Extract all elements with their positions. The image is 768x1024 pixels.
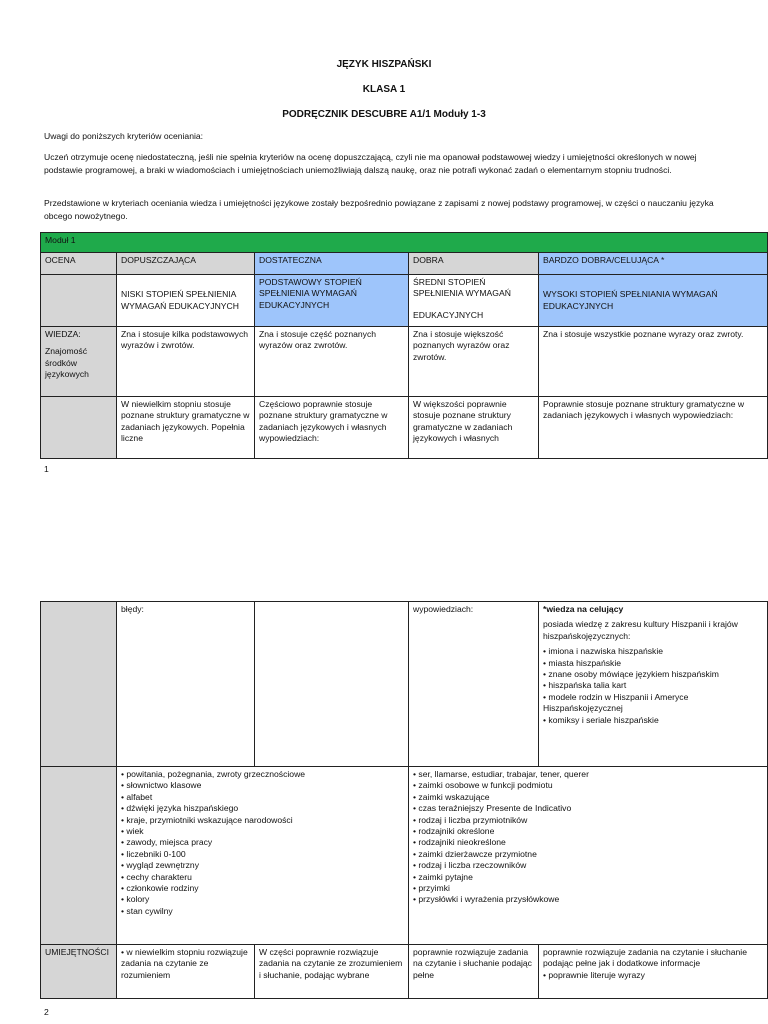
knowledge-label-cell: [41, 327, 117, 397]
module-header: Moduł 1: [41, 233, 768, 253]
list-item: • kraje, przymiotniki wskazujące narodowości: [121, 815, 408, 826]
list-item: • w niewielkim stopniu rozwiązuje zadania na czytanie ze rozumieniem: [121, 947, 250, 981]
grammar-topics-list: [413, 780, 763, 905]
level-label-cell: [41, 275, 117, 327]
skills-dostateczna: W części poprawnie rozwiązuje zadania na czytanie ze zrozumieniem i słuchanie, podając wybrane: [255, 945, 409, 999]
grammar-dopuszczajaca: W niewielkim stopniu stosuje poznane struktury gramatyczne w zadaniach językowych. Popełnia liczne: [117, 397, 255, 459]
list-item: • alfabet: [121, 792, 408, 803]
verbs-list: [413, 769, 763, 780]
list-item: • wygląd zewnętrzny: [121, 860, 408, 871]
vocabulary-cell: [117, 767, 409, 945]
grade-dopuszczajaca-header: DOPUSZCZAJĄCA: [117, 253, 255, 275]
list-item: • powitania, pożegnania, zwroty grzecznościowe: [121, 769, 408, 780]
list-item: • hiszpańska talia kart: [543, 680, 763, 691]
skills-dopuszczajaca: [117, 945, 255, 999]
list-item: • słownictwo klasowe: [121, 780, 408, 791]
level-medium-line2: EDUKACYJNYCH: [413, 309, 484, 320]
skills-dobra: poprawnie rozwiązuje zadania na czytanie i słuchanie podając pełne: [409, 945, 539, 999]
skills-bardzo-dobra: [539, 945, 768, 999]
knowledge-sublabel: Znajomość środków językowych: [45, 346, 89, 380]
list-item: • zaimki osobowe w funkcji podmiotu: [413, 780, 763, 791]
list-item: • rodzaj i liczba rzeczowników: [413, 860, 763, 871]
list-item: • zawody, miejsca pracy: [121, 837, 408, 848]
intro-remarks: Uwagi do poniższych kryteriów oceniania:: [44, 131, 204, 141]
skills-bardzo-dobra-list: [543, 970, 763, 981]
intro-paragraph-curriculum: Przedstawione w kryteriach oceniania wiedza i umiejętności językowe zostały bezpośrednio powiązane z zapisami z nowej podstawy programowej, w części o nauczaniu języka obcego nowożytnego.: [44, 198, 714, 221]
level-medium: [409, 275, 539, 327]
level-low: NISKI STOPIEŃ SPEŁNIENIA WYMAGAŃ EDUKACYJNYCH: [117, 275, 255, 327]
list-item: • rodzajniki określone: [413, 826, 763, 837]
grade-dobra-header: DOBRA: [409, 253, 539, 275]
list-item: • wiek: [121, 826, 408, 837]
list-item: • cechy charakteru: [121, 872, 408, 883]
list-item: • zaimki pytajne: [413, 872, 763, 883]
page-number-1: 1: [44, 464, 49, 474]
grammar-label-cell: [41, 397, 117, 459]
list-item: • członkowie rodziny: [121, 883, 408, 894]
knowledge-label: WIEDZA:: [45, 329, 81, 339]
list-item: • rodzajniki nieokreślone: [413, 837, 763, 848]
list-item: • imiona i nazwiska hiszpańskie: [543, 646, 763, 657]
document-title: JĘZYK HISZPAŃSKI: [336, 59, 432, 70]
grade-dostateczna-header: DOSTATECZNA: [255, 253, 409, 275]
list-item: • poprawnie literuje wyrazy: [543, 970, 763, 981]
list-item: • komiksy i seriale hiszpańskie: [543, 715, 763, 726]
skills-label: UMIEJĘTNOŚCI: [41, 945, 117, 999]
textbook-title: PODRĘCZNIK DESCUBRE A1/1 Moduły 1-3: [282, 109, 486, 120]
continuation-label-cell: [41, 602, 117, 767]
grading-table-page-1: [40, 232, 768, 459]
list-item: • stan cywilny: [121, 906, 408, 917]
grade-bardzo-dobra-header: BARDZO DOBRA/CELUJĄCA *: [539, 253, 768, 275]
level-high: WYSOKI STOPIEŃ SPEŁNIANIA WYMAGAŃ EDUKACYJNYCH: [539, 275, 768, 327]
grade-header: OCENA: [41, 253, 117, 275]
list-item: • miasta hiszpańskie: [543, 658, 763, 669]
class-title: KLASA 1: [362, 84, 406, 95]
list-item: • zaimki wskazujące: [413, 792, 763, 803]
list-item: • czas teraźniejszy Presente de Indicativo: [413, 803, 763, 814]
grammar-topics-cell: [409, 767, 768, 945]
knowledge-bardzo-dobra: Zna i stosuje wszystkie poznane wyrazy oraz zwroty.: [539, 327, 768, 397]
list-item: • zaimki dzierżawcze przymiotne: [413, 849, 763, 860]
vocab-grammar-label-cell: [41, 767, 117, 945]
list-item: • rodzaj i liczba przymiotników: [413, 815, 763, 826]
grading-table-page-2: [40, 601, 768, 999]
intro-paragraph-failing-grade: Uczeń otrzymuje ocenę niedostateczną, jeśli nie spełnia kryteriów na ocenę dopuszczającą, czyli nie ma opanował podstawowej wiedzy i umiejętności określonych w nowej podstawie programowej, a braki w wiadomościach i umiejętnościach uniemożliwiają dalszą naukę, oraz nie potrafi wykonać zadań o elementarnym stopniu trudności.: [44, 152, 697, 175]
level-basic: PODSTAWOWY STOPIEŃ SPEŁNIENIA WYMAGAŃ EDUKACYJNYCH: [255, 275, 409, 327]
excellent-knowledge-title: *wiedza na celujący: [543, 604, 624, 614]
excellent-knowledge-intro: posiada wiedzę z zakresu kultury Hiszpanii i krajów hiszpańskojęzycznych:: [543, 619, 738, 641]
knowledge-dostateczna: Zna i stosuje część poznanych wyrazów oraz zwrotów.: [255, 327, 409, 397]
knowledge-dobra: Zna i stosuje większość poznanych wyrazów oraz zwrotów.: [409, 327, 539, 397]
statements-continuation: wypowiedziach:: [409, 602, 539, 767]
errors-continuation: błędy:: [117, 602, 255, 767]
list-item: • dźwięki języka hiszpańskiego: [121, 803, 408, 814]
list-item: • kolory: [121, 894, 408, 905]
list-item: • modele rodzin w Hiszpanii i Ameryce Hiszpańskojęzycznej: [543, 692, 763, 715]
level-medium-line1: ŚREDNI STOPIEŃ SPEŁNIENIA WYMAGAŃ: [413, 277, 511, 299]
list-item: • liczebniki 0-100: [121, 849, 408, 860]
list-item: • ser, llamarse, estudiar, trabajar, tener, querer: [413, 769, 763, 780]
list-item: • znane osoby mówiące językiem hiszpańskim: [543, 669, 763, 680]
excellent-knowledge-cell: [539, 602, 768, 767]
vocabulary-list: [121, 769, 408, 917]
culture-list: [543, 646, 763, 726]
list-item: • przyimki: [413, 883, 763, 894]
empty-cell: [255, 602, 409, 767]
knowledge-dopuszczajaca: Zna i stosuje kilka podstawowych wyrazów i zwrotów.: [117, 327, 255, 397]
grammar-dostateczna: Częściowo poprawnie stosuje poznane struktury gramatyczne w zadaniach językowych i własnych wypowiedziach:: [255, 397, 409, 459]
skills-bardzo-dobra-text: poprawnie rozwiązuje zadania na czytanie i słuchanie podając pełne jak i dodatkowe informacje: [543, 947, 747, 969]
grammar-dobra: W większości poprawnie stosuje poznane struktury gramatyczne w zadaniach językowych i własnych: [409, 397, 539, 459]
page-number-2: 2: [44, 1007, 49, 1017]
skills-dopuszczajaca-list: [121, 947, 250, 981]
list-item: • przysłówki i wyrażenia przysłówkowe: [413, 894, 763, 905]
grammar-bardzo-dobra: Poprawnie stosuje poznane struktury gramatyczne w zadaniach językowych i własnych wypowiedziach:: [539, 397, 768, 459]
